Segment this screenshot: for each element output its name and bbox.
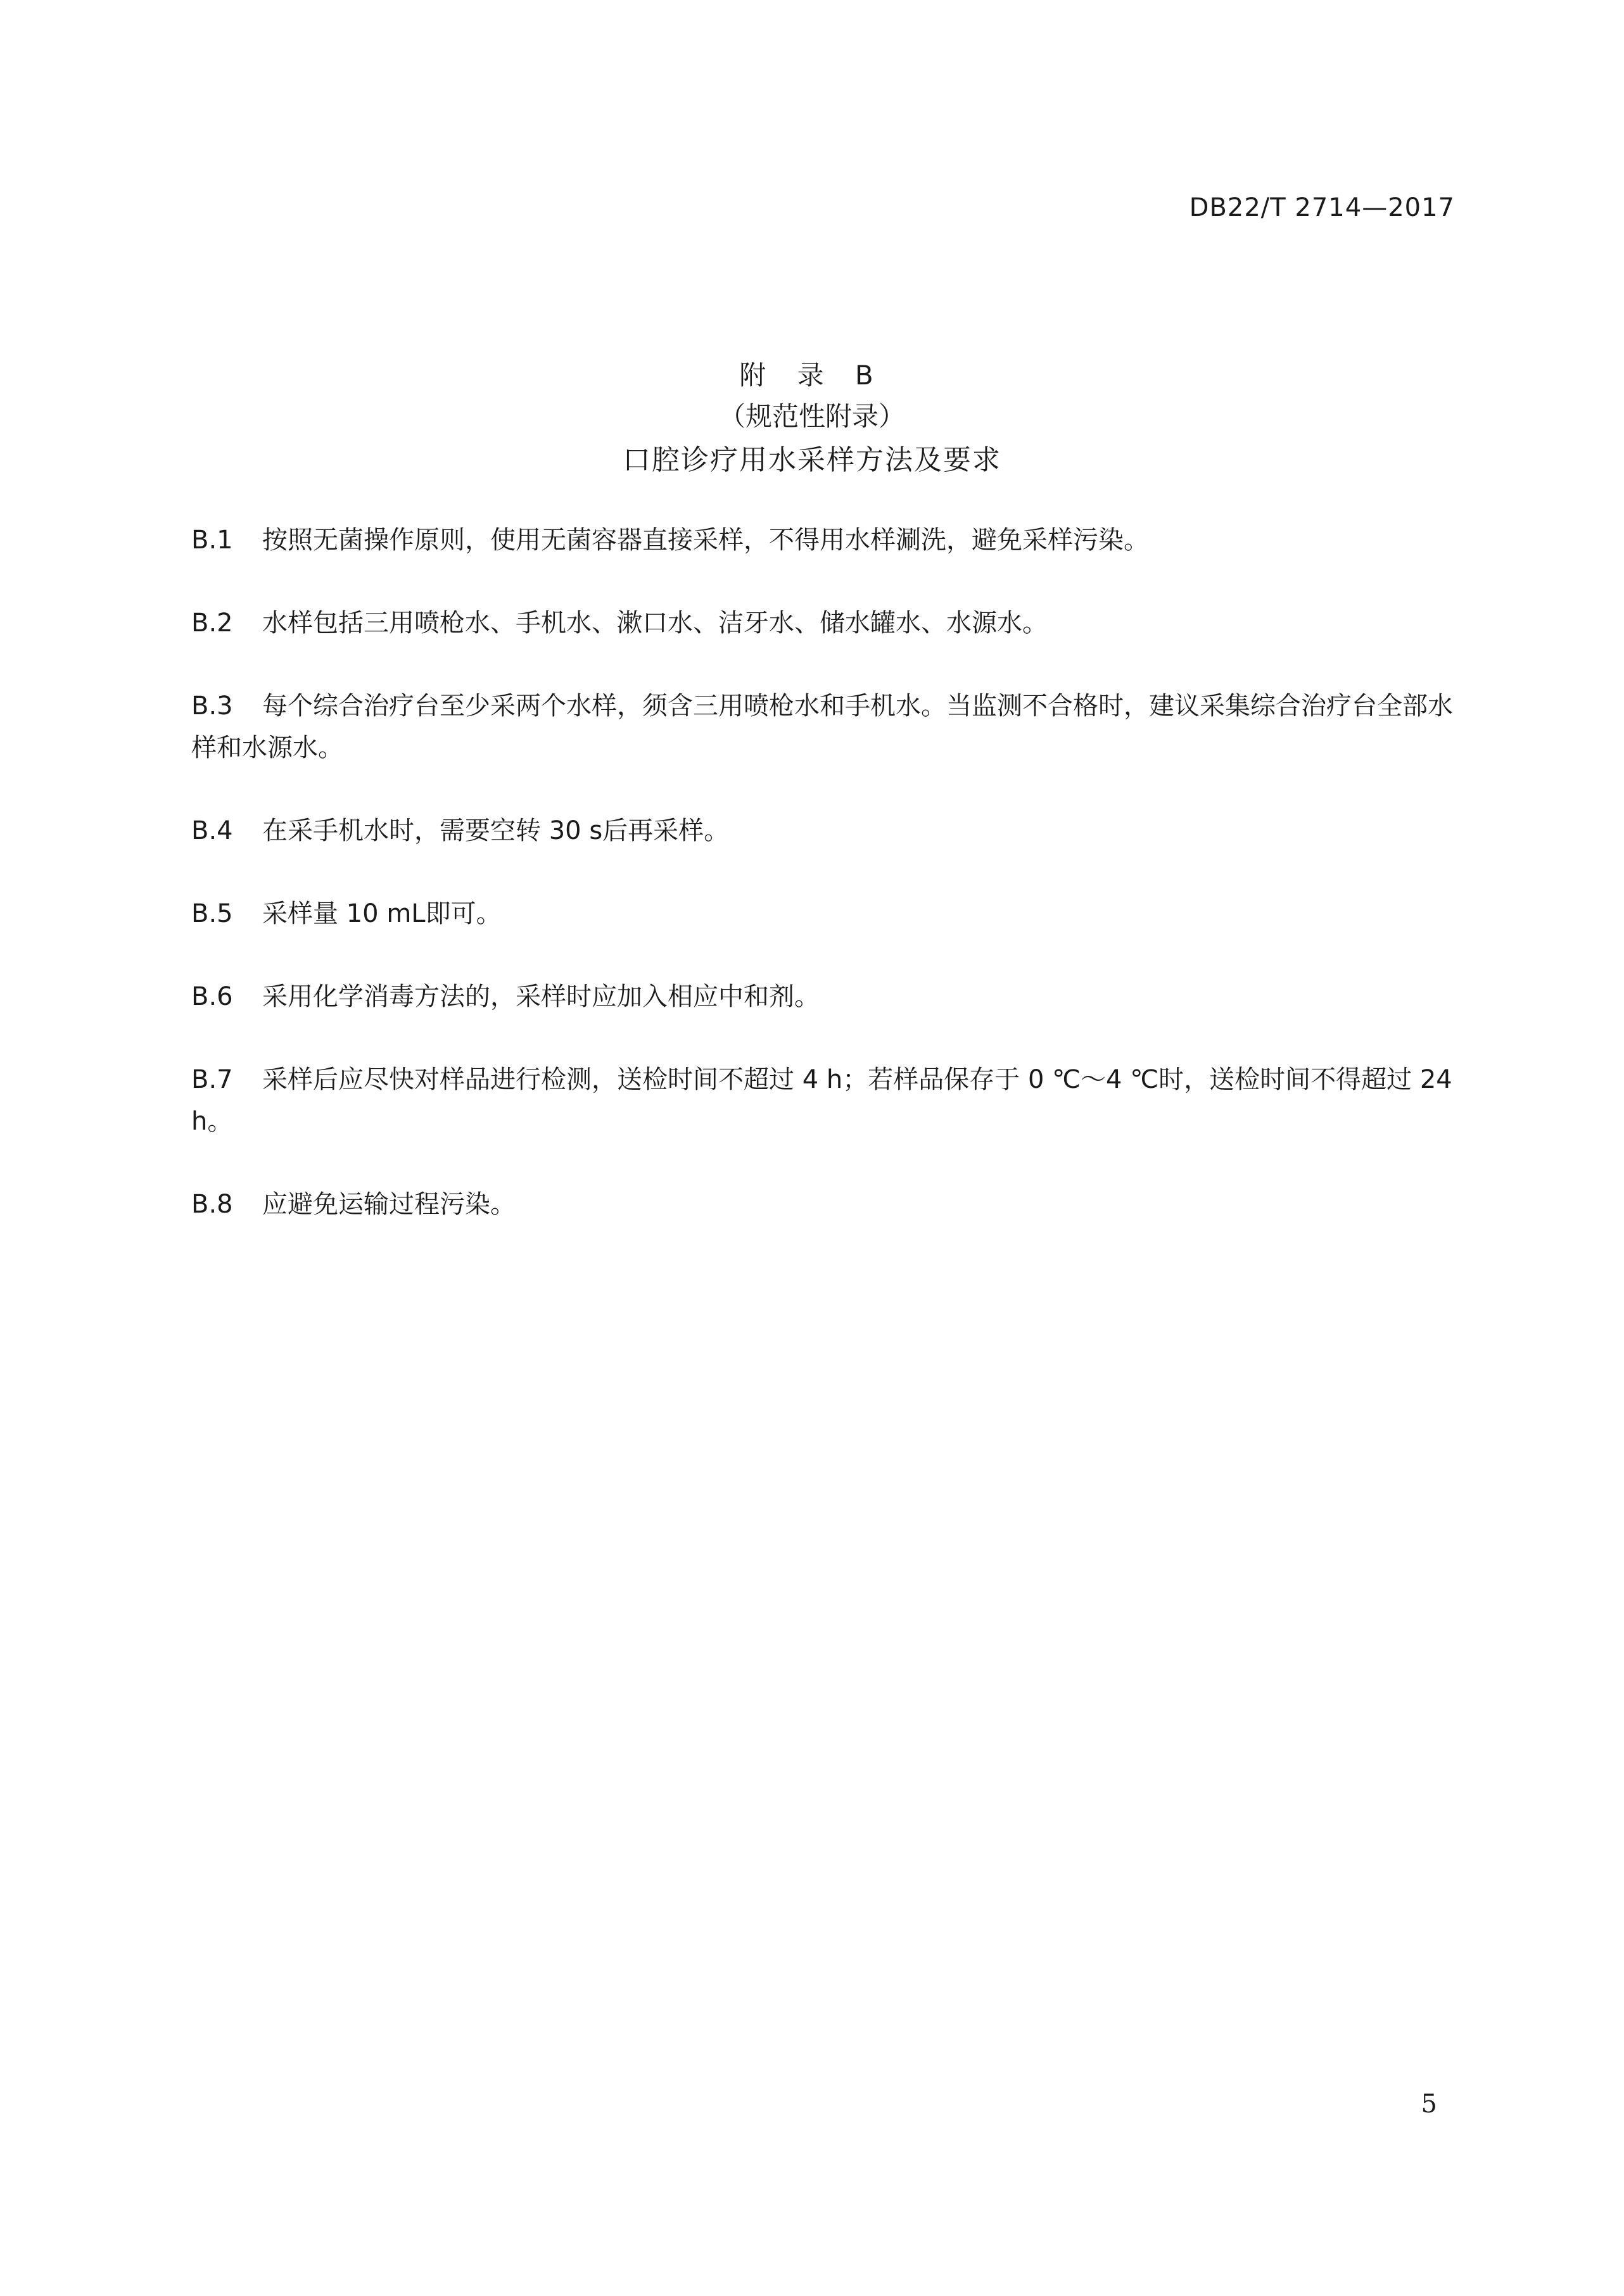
clause-b6 xyxy=(191,976,1458,1018)
clause-text: 采样后应尽快对样品进行检测，送检时间不超过 4 h；若样品保存于 0 ℃～4 ℃时，送检时间不得超过 24 h。 xyxy=(191,1065,1452,1136)
appendix-type: （规范性附录） xyxy=(718,401,905,432)
clause-number: B.3 xyxy=(191,691,233,721)
clause-number: B.6 xyxy=(191,982,233,1011)
clause-number: B.5 xyxy=(191,899,233,928)
clause-text: 应避免运输过程污染。 xyxy=(262,1190,516,1219)
clause-text: 水样包括三用喷枪水、手机水、漱口水、洁牙水、储水罐水、水源水。 xyxy=(262,609,1048,638)
document-code: DB22/T 2714—2017 xyxy=(1189,193,1455,222)
clause-b3 xyxy=(191,685,1458,769)
clause-b4 xyxy=(191,810,1458,852)
clause-number: B.4 xyxy=(191,816,233,845)
clause-b5 xyxy=(191,893,1458,935)
clause-b8 xyxy=(191,1183,1458,1225)
clause-text: 采用化学消毒方法的，采样时应加入相应中和剂。 xyxy=(262,982,820,1011)
clause-b2 xyxy=(191,602,1458,644)
appendix-heading: 口腔诊疗用水采样方法及要求 xyxy=(623,444,1001,476)
clause-text: 在采手机水时，需要空转 30 s后再采样。 xyxy=(262,816,730,845)
clause-number: B.8 xyxy=(191,1190,233,1219)
clause-text: 采样量 10 mL即可。 xyxy=(262,899,502,928)
page-number: 5 xyxy=(1421,2090,1437,2119)
clause-list xyxy=(191,519,1458,1266)
clause-number: B.7 xyxy=(191,1065,233,1094)
clause-text: 每个综合治疗台至少采两个水样，须含三用喷枪水和手机水。当监测不合格时，建议采集综合治疗台全部水样和水源水。 xyxy=(191,691,1453,762)
clause-text: 按照无菌操作原则，使用无菌容器直接采样，不得用水样涮洗，避免采样污染。 xyxy=(262,526,1149,555)
clause-b7 xyxy=(191,1059,1458,1142)
clause-number: B.1 xyxy=(191,526,233,555)
clause-b1 xyxy=(191,519,1458,561)
clause-number: B.2 xyxy=(191,609,233,638)
appendix-title: 附 录 B xyxy=(739,360,885,391)
